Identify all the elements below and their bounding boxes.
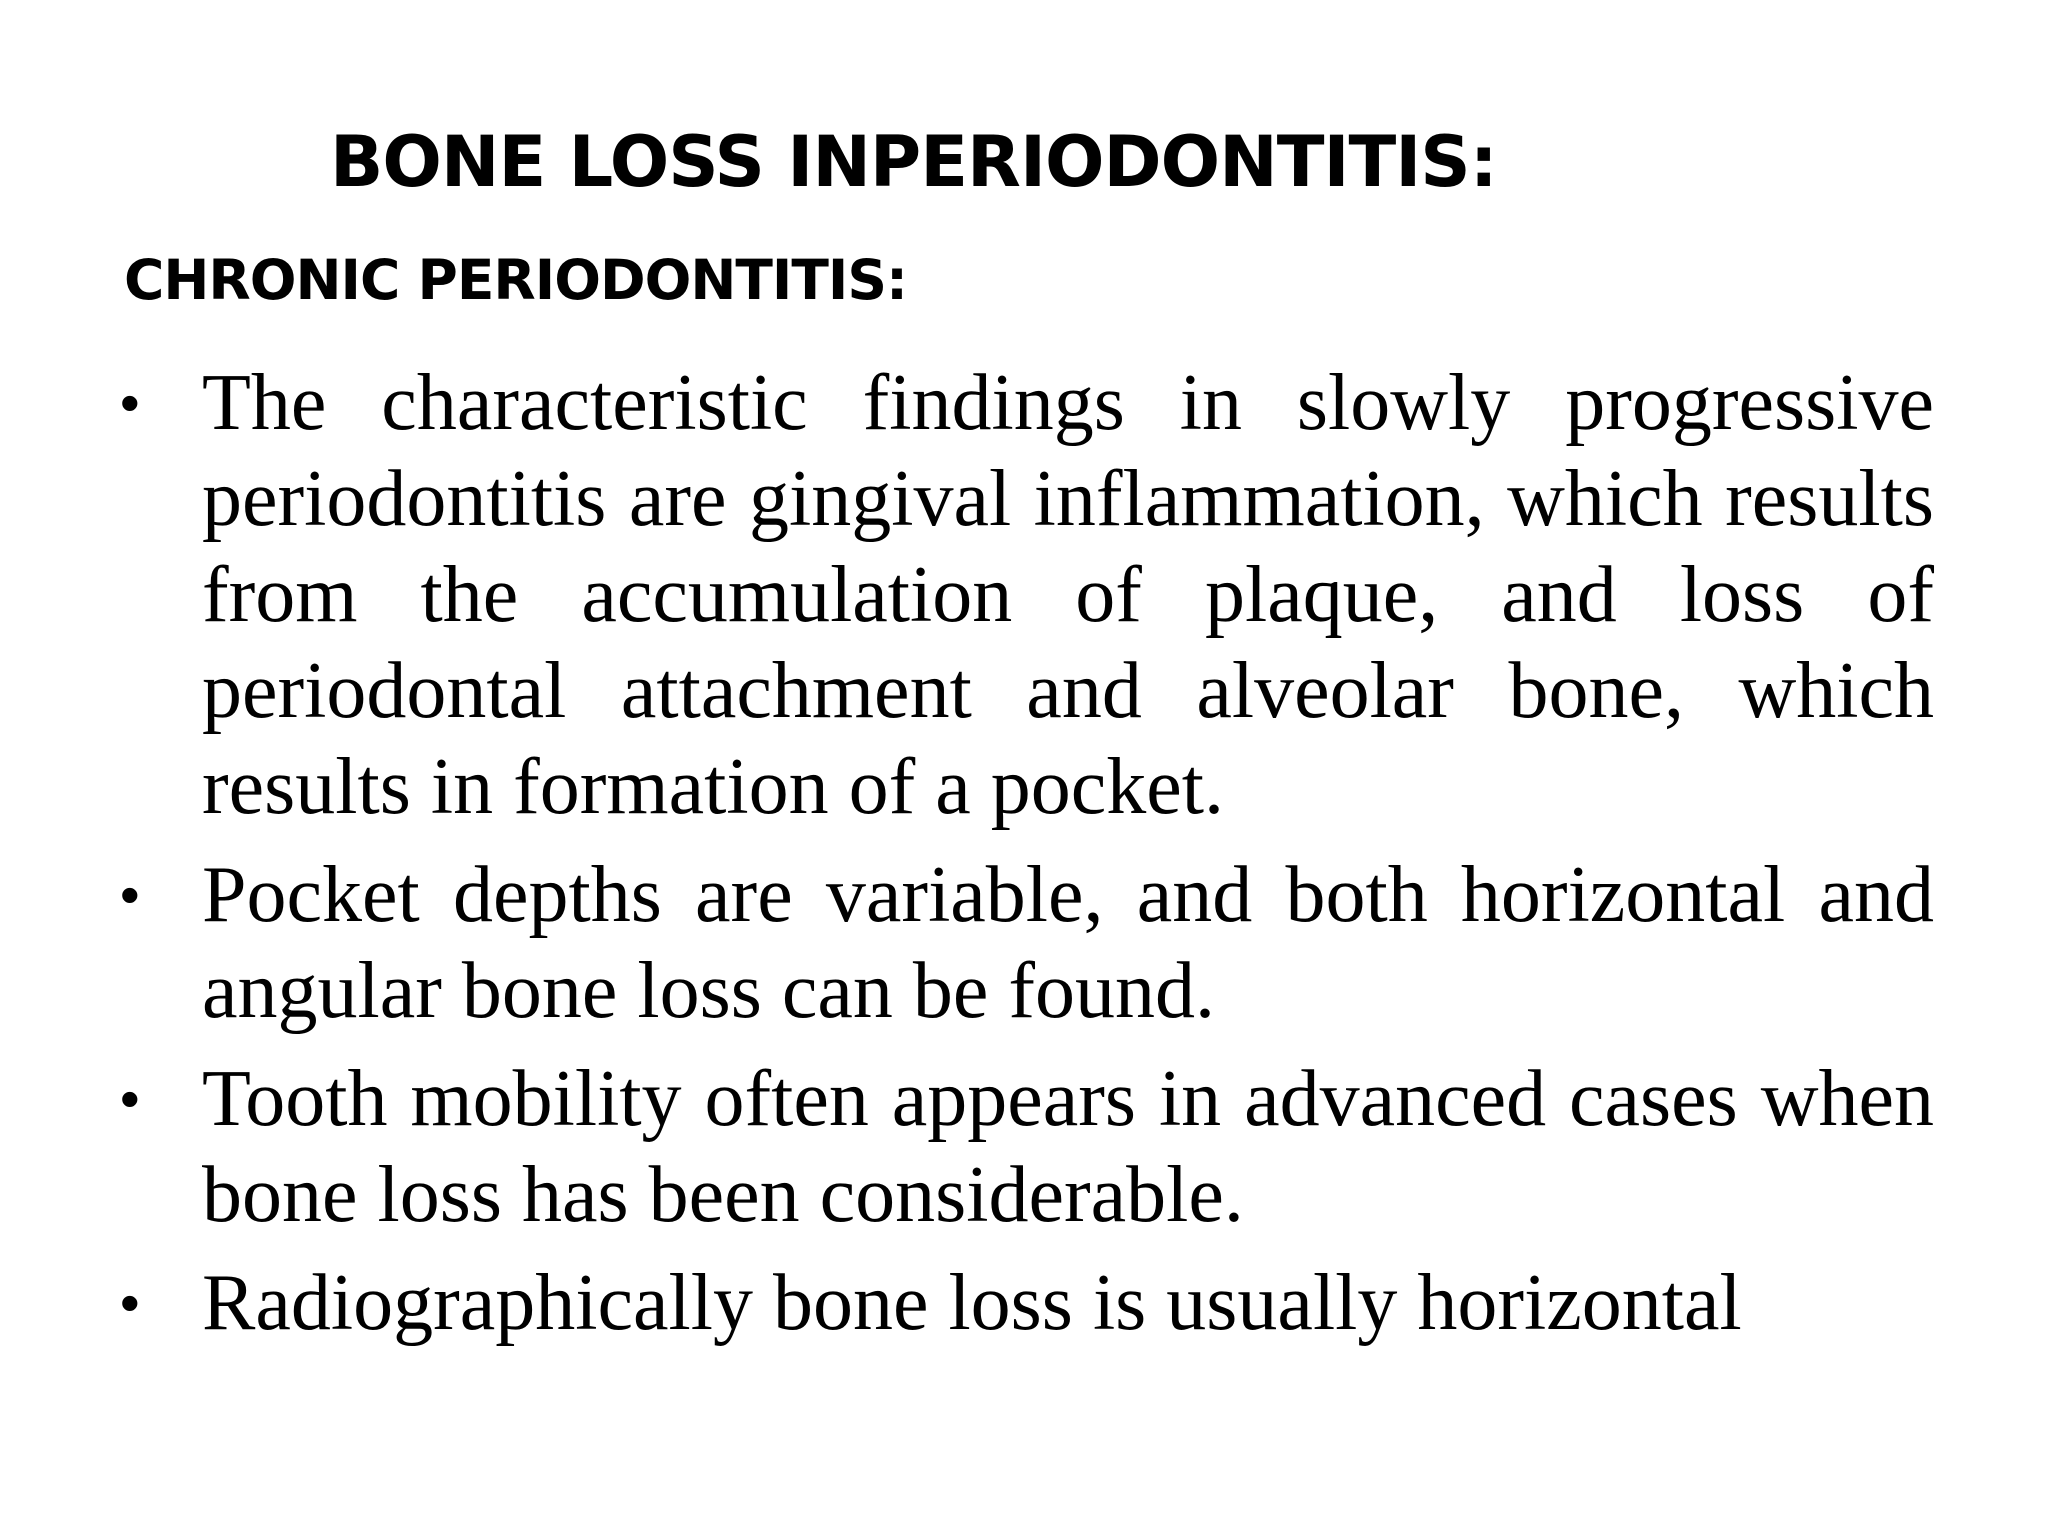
slide-subtitle: CHRONIC PERIODONTITIS: <box>124 248 907 312</box>
bullet-text: Pocket depths are variable, and both horizontal and angular bone loss can be found. <box>202 851 1934 1035</box>
bullet-text: Tooth mobility often appears in advanced cases when bone loss has been considerable. <box>202 1055 1934 1239</box>
bullet-dot-icon: • <box>120 863 140 926</box>
bullet-dot-icon: • <box>120 371 140 434</box>
list-item <box>0 1255 1934 1351</box>
bullet-text: The characteristic findings in slowly progressive periodontitis are gingival inflammation, which results from the accumulation of plaque, and loss of periodontal attachment and alveolar bone, which results in formation of a pocket. <box>202 359 1934 831</box>
bullet-dot-icon: • <box>120 1067 140 1130</box>
list-item <box>0 1051 1934 1243</box>
list-item <box>0 847 1934 1039</box>
slide-title: BONE LOSS INPERIODONTITIS: <box>330 121 1497 203</box>
bullet-text: Radiographically bone loss is usually horizontal <box>202 1259 1742 1347</box>
bullet-dot-icon: • <box>120 1271 140 1334</box>
bullet-list <box>0 355 2048 1363</box>
list-item <box>0 355 1934 835</box>
